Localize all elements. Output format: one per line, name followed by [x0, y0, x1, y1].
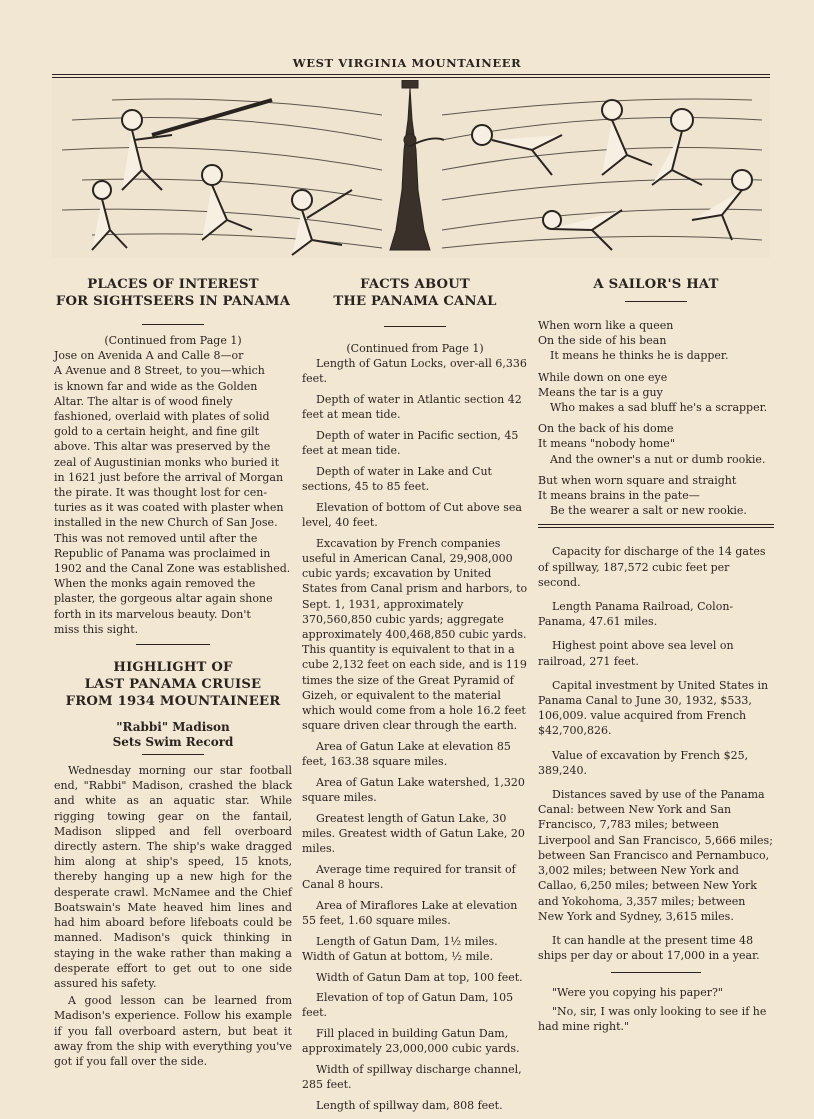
article-line: Altar. The altar is of wood finely — [54, 394, 233, 408]
headline-facts-about: FACTS ABOUT — [360, 277, 470, 292]
article-line: When the monks again removed the — [54, 577, 256, 591]
article-line: installed in the new Church of San Jose. — [54, 516, 278, 530]
poem-line: And the owner's a nut or dumb rookie. — [550, 452, 766, 466]
facts-list — [302, 356, 528, 1113]
masthead-rule-lower — [52, 77, 770, 78]
column-places-of-interest — [54, 276, 292, 1069]
continued-note: (Continued from Page 1) — [104, 334, 242, 347]
article-line: in 1621 just before the arrival of Morgan — [54, 470, 284, 484]
article-line: miss this sight. — [54, 622, 139, 636]
facts-list — [538, 544, 774, 963]
poem-line: Means the tar is a guy — [538, 385, 663, 399]
poem-line: It means he thinks he is dapper. — [550, 349, 729, 363]
article-line: gold to a certain height, and fine gilt — [54, 425, 260, 439]
story-paragraph: Wednesday morning our star football end, "Rabbi" Madison, crashed the black and white as an aquatic star. While rigging towing gear on the fantail, Madison slipped and fell overboard directly astern. The ship's wake dragged him along at ship's speed, 15 knots, thereby hanging up a new high for the desperate crawl. McNamee and the Chief Boatswain's Mate heaved him lines and had him aboard before lifeboats could be manned. Madison's quick thinking in staying in the wake rather than making a desperate effort to get out to one side assured his safety. — [54, 764, 292, 990]
article-body — [54, 348, 292, 637]
poem-line: Be the wearer a salt or new rookie. — [550, 504, 747, 518]
fact-paragraph: Fill placed in building Gatun Dam, approximately 23,000,000 cubic yards. — [302, 1027, 520, 1056]
sports-banner-illustration — [52, 80, 770, 258]
subhead-rabbi-madison: "Rabbi" Madison — [116, 720, 230, 735]
article-line: turies as it was coated with plaster when — [54, 501, 284, 515]
article-line: above. This altar was preserved by the — [54, 440, 271, 454]
fact-paragraph: Area of Miraflores Lake at elevation 55 feet, 1.60 square miles. — [302, 898, 518, 927]
section-rule — [611, 972, 701, 973]
article-line: zeal of Augustinian monks who buried it — [54, 455, 280, 469]
poem-line: But when worn square and straight — [538, 473, 737, 487]
column-sailors-hat — [538, 276, 774, 1034]
subhead-swim-record: Sets Swim Record — [112, 735, 234, 750]
fact-paragraph: Width of Gatun Dam at top, 100 feet. — [316, 970, 523, 984]
fact-paragraph: Average time required for transit of Canal 8 hours. — [302, 862, 516, 891]
section-rule — [384, 326, 446, 327]
fact-paragraph: Depth of water in Atlantic section 42 feet at mean tide. — [302, 393, 522, 422]
headline-highlight-line3: FROM 1934 MOUNTAINEER — [65, 694, 281, 710]
fact-paragraph: Area of Gatun Lake at elevation 85 feet, 163.38 square miles. — [302, 739, 511, 769]
poem-line: On the side of his bean — [538, 334, 667, 348]
headline-sailors-hat: A SAILOR'S HAT — [593, 277, 719, 292]
headline-places-of-interest-line2: FOR SIGHTSEERS IN PANAMA — [55, 294, 291, 309]
fact-paragraph: Length of Gatun Locks, over-all 6,336 feet. — [302, 357, 527, 386]
poem-line: When worn like a queen — [538, 319, 674, 332]
headline-facts-about-line2: THE PANAMA CANAL — [333, 294, 497, 309]
fact-paragraph: Elevation of bottom of Cut above sea level, 40 feet. — [302, 500, 522, 530]
headline-highlight-line2: LAST PANAMA CRUISE — [84, 677, 262, 693]
fact-paragraph: It can handle at the present time 48 ships per day or about 17,000 in a year. — [538, 933, 760, 963]
headline-places-of-interest: PLACES OF INTEREST — [87, 277, 259, 292]
poem-line: While down on one eye — [538, 370, 668, 384]
fact-paragraph: Elevation of top of Gatun Dam, 105 feet. — [302, 991, 514, 1020]
poem-stanza — [538, 421, 774, 467]
section-double-rule — [538, 524, 774, 528]
article-line: plaster, the gorgeous altar again shone — [54, 592, 273, 606]
fact-paragraph: Depth of water in Pacific section, 45 feet at mean tide. — [302, 429, 519, 458]
fact-paragraph: Width of spillway discharge channel, 285 feet. — [302, 1063, 522, 1092]
article-line: Republic of Panama was proclaimed in — [54, 546, 271, 560]
poem-line: Who makes a sad bluff he's a scrapper. — [550, 401, 768, 415]
article-line: is known far and wide as the Golden — [54, 379, 258, 393]
article-line: 1902 and the Canal Zone was established. — [54, 562, 291, 576]
continued-note: (Continued from Page 1) — [346, 342, 484, 355]
article-line: Jose on Avenida A and Calle 8—or — [54, 349, 244, 363]
poem-stanza — [538, 318, 774, 364]
fact-paragraph: Capital investment by United States in Panama Canal to June 30, 1932, $533, 106,009. value acquired from French $42,700,826. — [538, 678, 769, 738]
fact-paragraph: Length Panama Railroad, Colon-Panama, 47.61 miles. — [538, 600, 734, 629]
column-facts-about-canal — [302, 276, 528, 1119]
masthead-rule — [52, 74, 770, 75]
poem — [538, 318, 774, 518]
fact-paragraph: Greatest length of Gatun Lake, 30 miles. Greatest width of Gatun Lake, 20 miles. — [302, 811, 525, 856]
fact-paragraph: Length of spillway dam, 808 feet. — [316, 1098, 503, 1112]
joke-question: "Were you copying his paper?" — [552, 986, 723, 1000]
masthead-title: WEST VIRGINIA MOUNTAINEER — [292, 56, 522, 70]
article-line: the pirate. It was thought lost for cen- — [54, 486, 268, 500]
fact-paragraph: Area of Gatun Lake watershed, 1,320 square miles. — [302, 775, 525, 804]
poem-line: It means "nobody home" — [538, 437, 675, 451]
article-line: fashioned, overlaid with plates of solid — [54, 410, 270, 424]
fact-paragraph: Excavation by French companies useful in American Canal, 29,908,000 cubic yards; excavation by United States from Canal prism and harbors, to Sept. 1, 1931, approximately 370,560,850 cubic yards; aggregate approximately 400,468,850 cubic yards. This quantity is equivalent to that in a cube 2,132 feet on each side, and is 119 times the size of the Great Pyramid of Gizeh, or equivalent to the material which would come from a hole 16.2 feet square driven clear through the earth. — [302, 536, 528, 733]
section-rule — [142, 754, 204, 755]
poem-stanza — [538, 370, 774, 416]
joke-answer: "No, sir, I was only looking to see if he had mine right." — [538, 1004, 767, 1033]
fact-paragraph: Capacity for discharge of the 14 gates of spillway, 187,572 cubic feet per second. — [538, 545, 766, 589]
fact-paragraph: Value of excavation by French $25, 389,240. — [538, 748, 749, 777]
article-line: A Avenue and 8 Street, to you—which — [54, 364, 265, 378]
poem-line: On the back of his dome — [538, 422, 674, 436]
poem-stanza — [538, 473, 774, 519]
section-rule — [625, 301, 687, 302]
headline-highlight: HIGHLIGHT OF — [113, 660, 233, 676]
article-line: forth in its marvelous beauty. Don't — [54, 607, 251, 621]
fact-paragraph: Distances saved by use of the Panama Canal: between New York and San Francisco, 7,783 miles; between Liverpool and San Francisco, 5,666 miles; between San Francisco and Pernambuco, 3,002 miles; between New York and Callao, 6,250 miles; between New York and Yokohoma, 3,357 miles; between New York and Sydney, 3,615 miles. — [538, 788, 773, 923]
fact-paragraph: Depth of water in Lake and Cut sections, 45 to 85 feet. — [302, 464, 492, 494]
article-line: This was not removed until after the — [54, 531, 258, 545]
story-paragraph: A good lesson can be learned from Madison's experience. Follow his example if you fall overboard astern, but beat it away from the ship with everything you've got if you fall over the side. — [54, 994, 292, 1068]
fact-paragraph: Length of Gatun Dam, 1½ miles. Width of Gatun at bottom, ½ mile. — [302, 934, 498, 963]
section-rule — [142, 324, 204, 325]
fact-paragraph: Highest point above sea level on railroad, 271 feet. — [538, 639, 734, 668]
section-rule — [136, 644, 210, 645]
poem-line: It means brains in the pate— — [538, 489, 700, 503]
